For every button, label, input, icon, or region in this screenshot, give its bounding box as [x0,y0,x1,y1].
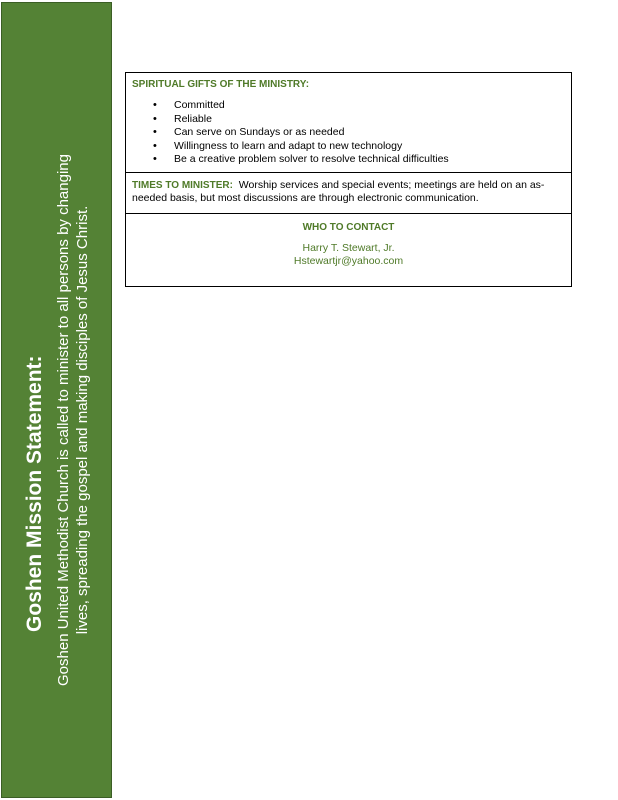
contact-email: Hstewartjr@yahoo.com [293,254,404,267]
gifts-heading: SPIRITUAL GIFTS OF THE MINISTRY: [132,79,310,90]
contact-heading: WHO TO CONTACT [302,221,395,233]
mission-title: Goshen Mission Statement: [22,355,46,632]
list-item: • Be a creative problem solver to resolve technical difficulties [153,153,565,167]
mission-sidebar [1,2,112,798]
contact-name: Harry T. Stewart, Jr. [302,241,395,254]
mission-rotated-block [22,40,92,760]
mission-text: Goshen United Methodist Church is called to minister to all persons by changing lives, spreading the gospel and making disciples of Jesus Christ. [54,154,91,686]
ministry-info-box [125,72,572,287]
times-section [126,172,571,213]
list-item: • Willingness to learn and adapt to new technology [153,140,565,154]
gifts-list [132,99,565,167]
list-item: • Committed [153,99,565,113]
list-item: • Can serve on Sundays or as needed [153,126,565,140]
times-text: Worship services and special events; meetings are held on an as-needed basis, but most discussions are through electronic communication. [132,178,545,205]
gifts-section [126,73,571,172]
contact-section [126,213,571,286]
times-heading: TIMES TO MINISTER: [132,179,233,191]
list-item: • Reliable [153,113,565,127]
